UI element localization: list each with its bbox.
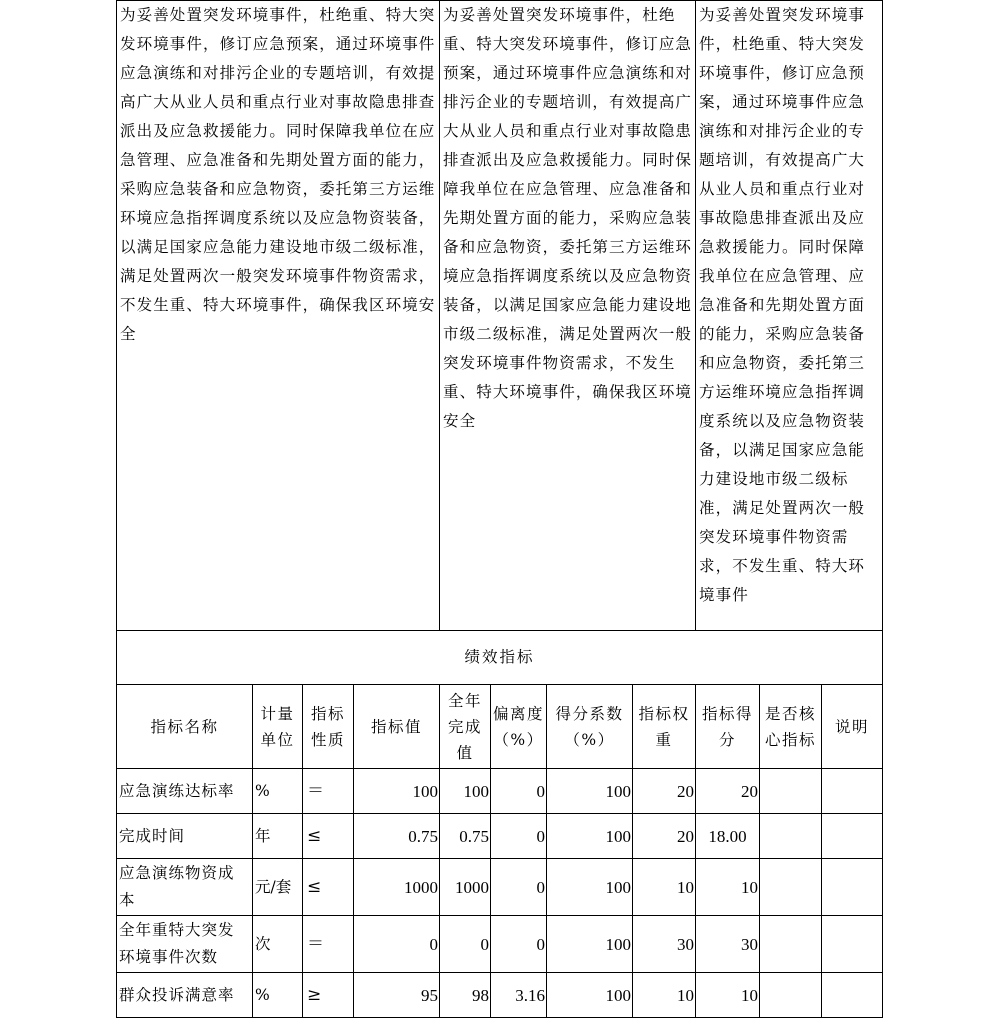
row-actual: 0 xyxy=(440,916,491,973)
row-coef: 100 xyxy=(547,973,633,1018)
header-unit: 计量单位 xyxy=(253,685,303,769)
header-row xyxy=(117,685,883,769)
row-deviation: 0 xyxy=(491,769,547,814)
header-value: 指标值 xyxy=(354,685,440,769)
row-weight: 10 xyxy=(633,859,696,916)
row-weight: 10 xyxy=(633,973,696,1018)
row-unit: 元/套 xyxy=(253,859,303,916)
row-value: 0 xyxy=(354,916,440,973)
header-nature: 指标性质 xyxy=(303,685,354,769)
row-nature: ≥ xyxy=(303,973,354,1018)
row-name: 全年重特大突发环境事件次数 xyxy=(117,916,253,973)
row-core xyxy=(760,859,822,916)
row-note xyxy=(822,859,883,916)
row-unit: % xyxy=(253,769,303,814)
header-actual: 全年完成值 xyxy=(440,685,491,769)
row-unit: 次 xyxy=(253,916,303,973)
header-score: 指标得分 xyxy=(696,685,760,769)
row-note xyxy=(822,814,883,859)
table-row xyxy=(117,859,883,916)
row-name: 群众投诉满意率 xyxy=(117,973,253,1018)
performance-table xyxy=(116,0,883,1018)
row-score: 10 xyxy=(696,973,760,1018)
row-weight: 20 xyxy=(633,769,696,814)
row-nature: ＝ xyxy=(303,769,354,814)
row-value: 95 xyxy=(354,973,440,1018)
row-coef: 100 xyxy=(547,769,633,814)
row-nature: ≤ xyxy=(303,859,354,916)
description-cell-2: 为妥善处置突发环境事件，杜绝重、特大突发环境事件，修订应急预案，通过环境事件应急演练和对排污企业的专题培训，有效提高广大从业人员和重点行业对事故隐患排查派出及应急救援能力。同时保障我单位在应急管理、应急准备和先期处置方面的能力，采购应急装备和应急物资，委托第三方运维环境应急指挥调度系统以及应急物资装备，以满足国家应急能力建设地市级二级标准，满足处置两次一般突发环境事件物资需求，不发生重、特大环境事件，确保我区环境安全 xyxy=(440,1,696,631)
row-core xyxy=(760,769,822,814)
row-unit: 年 xyxy=(253,814,303,859)
row-deviation: 0 xyxy=(491,814,547,859)
row-actual: 1000 xyxy=(440,859,491,916)
table-row xyxy=(117,814,883,859)
row-actual: 0.75 xyxy=(440,814,491,859)
header-note: 说明 xyxy=(822,685,883,769)
row-value: 0.75 xyxy=(354,814,440,859)
row-score: 10 xyxy=(696,859,760,916)
row-value: 1000 xyxy=(354,859,440,916)
row-weight: 30 xyxy=(633,916,696,973)
row-unit: % xyxy=(253,973,303,1018)
row-actual: 98 xyxy=(440,973,491,1018)
row-nature: ≤ xyxy=(303,814,354,859)
header-name: 指标名称 xyxy=(117,685,253,769)
row-core xyxy=(760,973,822,1018)
row-score: 30 xyxy=(696,916,760,973)
row-core xyxy=(760,916,822,973)
row-score: 18.00 xyxy=(696,814,760,859)
row-coef: 100 xyxy=(547,859,633,916)
performance-sheet xyxy=(116,0,882,1019)
row-coef: 100 xyxy=(547,814,633,859)
row-core xyxy=(760,814,822,859)
row-coef: 100 xyxy=(547,916,633,973)
row-value: 100 xyxy=(354,769,440,814)
row-score: 20 xyxy=(696,769,760,814)
row-note xyxy=(822,769,883,814)
row-deviation: 0 xyxy=(491,916,547,973)
row-nature: ＝ xyxy=(303,916,354,973)
row-deviation: 3.16 xyxy=(491,973,547,1018)
row-name: 完成时间 xyxy=(117,814,253,859)
row-name: 应急演练达标率 xyxy=(117,769,253,814)
header-core: 是否核心指标 xyxy=(760,685,822,769)
description-row xyxy=(117,1,883,631)
description-cell-3: 为妥善处置突发环境事件，杜绝重、特大突发环境事件，修订应急预案，通过环境事件应急演练和对排污企业的专题培训，有效提高广大从业人员和重点行业对事故隐患排查派出及应急救援能力。同时保障我单位在应急管理、应急准备和先期处置方面的能力，采购应急装备和应急物资，委托第三方运维环境应急指挥调度系统以及应急物资装备，以满足国家应急能力建设地市级二级标准，满足处置两次一般突发环境事件物资需求，不发生重、特大环境事件 xyxy=(696,1,883,631)
table-row xyxy=(117,769,883,814)
row-note xyxy=(822,916,883,973)
row-deviation: 0 xyxy=(491,859,547,916)
row-weight: 20 xyxy=(633,814,696,859)
row-note xyxy=(822,973,883,1018)
row-name: 应急演练物资成本 xyxy=(117,859,253,916)
description-cell-1: 为妥善处置突发环境事件，杜绝重、特大突发环境事件，修订应急预案，通过环境事件应急演练和对排污企业的专题培训，有效提高广大从业人员和重点行业对事故隐患排查派出及应急救援能力。同时保障我单位在应急管理、应急准备和先期处置方面的能力，采购应急装备和应急物资，委托第三方运维环境应急指挥调度系统以及应急物资装备，以满足国家应急能力建设地市级二级标准，满足处置两次一般突发环境事件物资需求，不发生重、特大环境事件，确保我区环境安全 xyxy=(117,1,440,631)
header-coef: 得分系数（%） xyxy=(547,685,633,769)
table-row xyxy=(117,916,883,973)
table-row xyxy=(117,973,883,1018)
header-deviation: 偏离度（%） xyxy=(491,685,547,769)
section-row xyxy=(117,631,883,685)
row-actual: 100 xyxy=(440,769,491,814)
header-weight: 指标权重 xyxy=(633,685,696,769)
section-title: 绩效指标 xyxy=(117,631,883,685)
